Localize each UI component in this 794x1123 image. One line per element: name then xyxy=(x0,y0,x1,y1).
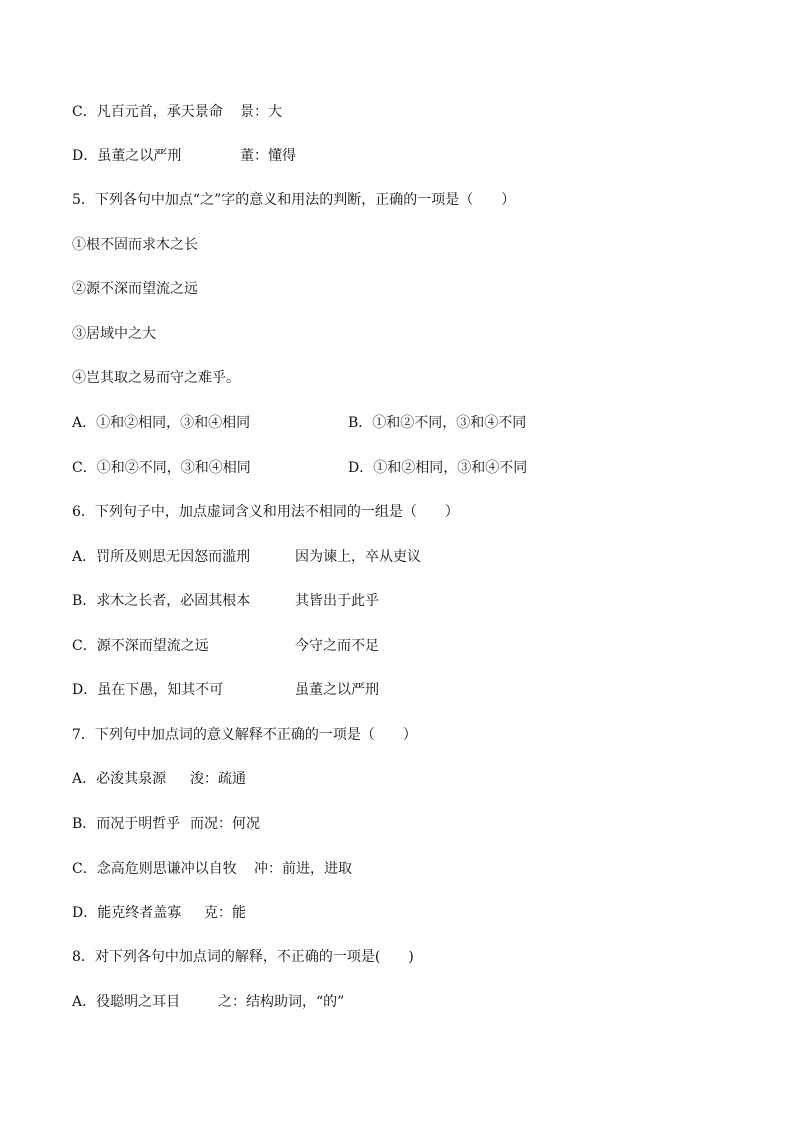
q7-option-d xyxy=(72,904,246,922)
sentence-3 xyxy=(72,325,156,343)
line-text: D．虽在下愚，知其不可 xyxy=(72,682,224,698)
line-text: A．罚所及则思无因怒而滥刑 xyxy=(72,549,251,565)
line-note: 克：能 xyxy=(204,905,246,921)
line-note: 浚：疏通 xyxy=(190,771,246,787)
q7-option-b xyxy=(72,815,260,833)
line-note: 其皆出于此乎 xyxy=(295,593,379,609)
q5-options-ab xyxy=(72,414,527,432)
line-text: B．求木之长者，必固其根本 xyxy=(72,593,251,609)
line-note: 之：结构助词，“的” xyxy=(218,994,345,1010)
line-text: C．念高危则思谦冲以自牧 xyxy=(72,861,237,877)
sentence-2 xyxy=(72,280,198,298)
option-d-q4 xyxy=(72,147,296,165)
q6-option-d xyxy=(72,681,379,699)
question-8-title xyxy=(72,948,414,966)
q5-options-cd xyxy=(72,459,528,477)
option-a: A．①和②相同，③和④相同 xyxy=(72,415,251,431)
q7-option-c xyxy=(72,860,352,878)
q6-option-c xyxy=(72,637,379,655)
line-text: ②源不深而望流之远 xyxy=(72,281,198,297)
sentence-1 xyxy=(72,236,198,254)
line-text: A．役聪明之耳目 xyxy=(72,994,181,1010)
question-6-title xyxy=(72,503,459,521)
question-7-title xyxy=(72,726,417,744)
line-note: 冲：前进，进取 xyxy=(254,861,352,877)
option-d: D．①和②相同，③和④不同 xyxy=(348,460,528,476)
line-text: 6．下列句子中，加点虚词含义和用法不相同的一组是（ ） xyxy=(72,504,459,520)
line-text: D．虽董之以严刑 xyxy=(72,148,182,164)
line-note: 而况：何况 xyxy=(190,816,260,832)
line-text: 7．下列句中加点词的意义解释不正确的一项是（ ） xyxy=(72,727,417,743)
option-c: C．①和②不同，③和④相同 xyxy=(72,460,251,476)
option-b: B．①和②不同，③和④不同 xyxy=(348,415,527,431)
line-text: D．能克终者盖寡 xyxy=(72,905,182,921)
line-note: 景：大 xyxy=(240,104,282,120)
line-text: A．必浚其泉源 xyxy=(72,771,167,787)
line-text: C．源不深而望流之远 xyxy=(72,638,209,654)
line-text: ①根不固而求木之长 xyxy=(72,237,198,253)
q7-option-a xyxy=(72,770,246,788)
q6-option-a xyxy=(72,548,421,566)
q6-option-b xyxy=(72,592,379,610)
line-note: 董：懂得 xyxy=(240,148,296,164)
sentence-4 xyxy=(72,369,240,387)
line-note: 虽董之以严刑 xyxy=(295,682,379,698)
line-text: 8．对下列各句中加点词的解释，不正确的一项是( ) xyxy=(72,949,414,965)
line-note: 因为谏上，卒从吏议 xyxy=(295,549,421,565)
line-text: ④岂其取之易而守之难乎。 xyxy=(72,370,240,386)
line-text: B．而况于明哲乎 xyxy=(72,816,181,832)
q8-option-a xyxy=(72,993,345,1011)
line-text: ③居域中之大 xyxy=(72,326,156,342)
line-note: 今守之而不足 xyxy=(295,638,379,654)
line-text: C．凡百元首，承天景命 xyxy=(72,104,223,120)
question-5-title xyxy=(72,191,515,209)
line-text: 5．下列各句中加点“之”字的意义和用法的判断，正确的一项是（ ） xyxy=(72,192,516,208)
option-c-q4 xyxy=(72,103,282,121)
